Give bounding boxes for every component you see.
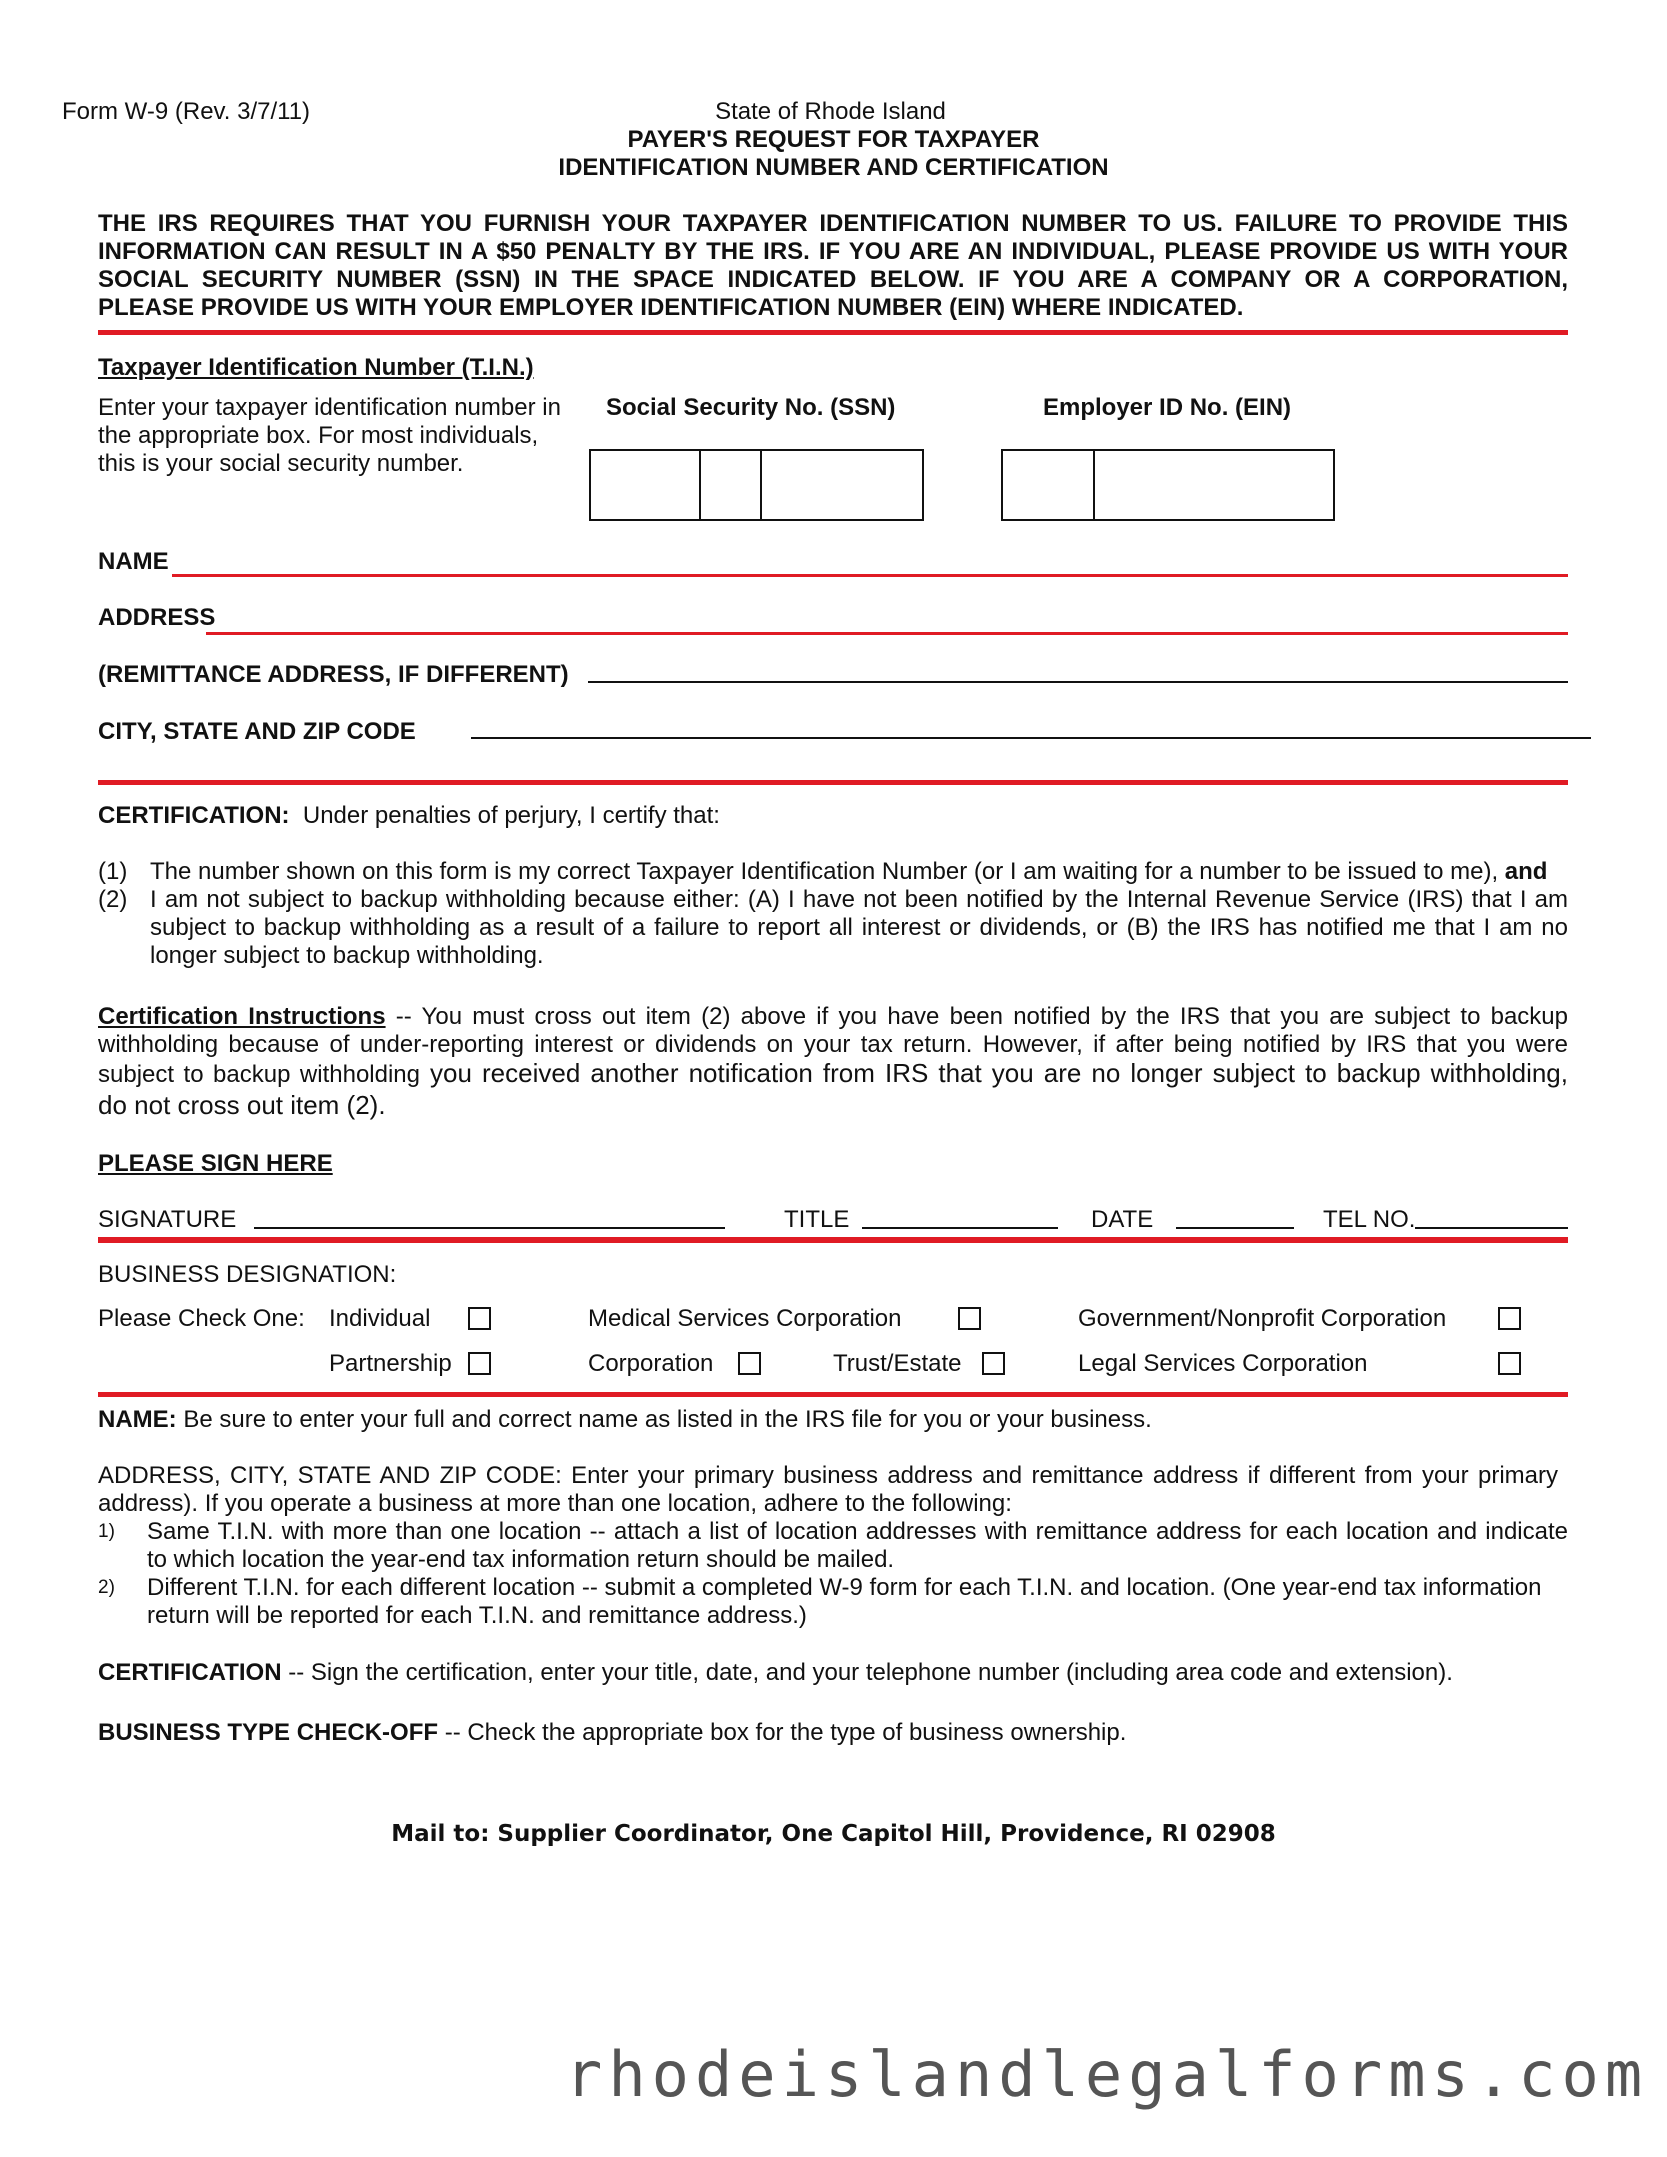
cert-instructions-text: subject to backup withholding bbox=[98, 1061, 421, 1088]
tel-line[interactable] bbox=[1415, 1227, 1568, 1229]
signature-line[interactable] bbox=[254, 1227, 725, 1229]
notice-line: SOCIAL SECURITY NUMBER (SSN) IN THE SPACE INDICATED BELOW. IF YOU ARE A COMPANY OR A CORPORATION, bbox=[98, 266, 1568, 293]
corporation-checkbox[interactable] bbox=[738, 1352, 761, 1375]
title-label: TITLE bbox=[784, 1206, 850, 1233]
cert-item-num: (1) bbox=[98, 858, 128, 885]
certification-intro bbox=[98, 802, 720, 830]
ssn-separator bbox=[760, 449, 762, 521]
state-name: State of Rhode Island bbox=[715, 98, 946, 125]
name-label: NAME bbox=[98, 548, 169, 575]
individual-label: Individual bbox=[329, 1305, 431, 1332]
remittance-line[interactable] bbox=[588, 681, 1568, 683]
cert-item1-and: and bbox=[1504, 858, 1548, 885]
divider bbox=[98, 1237, 1568, 1243]
partnership-checkbox[interactable] bbox=[468, 1352, 491, 1375]
notice-line: THE IRS REQUIRES THAT YOU FURNISH YOUR TAXPAYER IDENTIFICATION NUMBER TO US. FAILURE TO PROVIDE THIS bbox=[98, 210, 1568, 237]
ssn-label: Social Security No. (SSN) bbox=[606, 394, 896, 421]
cert-instruction bbox=[98, 1659, 1453, 1687]
btype-instruction-text: -- Check the appropriate box for the type of business ownership. bbox=[438, 1719, 1127, 1746]
mail-to: Mail to: Supplier Coordinator, One Capitol Hill, Providence, RI 02908 bbox=[391, 1821, 1276, 1847]
cert-item1 bbox=[150, 858, 1547, 886]
instruction-item2-line: return will be reported for each T.I.N. and remittance address.) bbox=[147, 1602, 807, 1629]
legal-checkbox[interactable] bbox=[1498, 1352, 1521, 1375]
divider bbox=[98, 1392, 1568, 1397]
tin-heading: Taxpayer Identification Number (T.I.N.) bbox=[98, 354, 534, 381]
sign-heading: PLEASE SIGN HERE bbox=[98, 1150, 333, 1177]
cert-instructions-line3 bbox=[98, 1059, 1568, 1089]
government-label: Government/Nonprofit Corporation bbox=[1078, 1305, 1447, 1332]
ssn-separator bbox=[699, 449, 701, 521]
business-heading: BUSINESS DESIGNATION: bbox=[98, 1261, 397, 1288]
city-label: CITY, STATE AND ZIP CODE bbox=[98, 718, 416, 745]
city-line[interactable] bbox=[471, 737, 1591, 739]
cert-item2-line: subject to backup withholding as a result of a failure to report all interest or dividends, or (B) the IRS has notified me that I am no bbox=[150, 914, 1568, 941]
certification-intro-text: Under penalties of perjury, I certify that: bbox=[302, 802, 720, 829]
date-label: DATE bbox=[1091, 1206, 1154, 1233]
date-line[interactable] bbox=[1176, 1227, 1294, 1229]
form-id: Form W-9 (Rev. 3/7/11) bbox=[62, 98, 311, 125]
cert-instructions-label: Certification Instructions bbox=[98, 1003, 386, 1030]
form-title-line1: PAYER'S REQUEST FOR TAXPAYER bbox=[627, 126, 1040, 153]
tin-instruction: this is your social security number. bbox=[98, 450, 464, 477]
tin-instruction: Enter your taxpayer identification number in bbox=[98, 394, 561, 421]
notice-line: INFORMATION CAN RESULT IN A $50 PENALTY BY THE IRS. IF YOU ARE AN INDIVIDUAL, PLEASE PROVIDE US WITH YOUR bbox=[98, 238, 1568, 265]
name-line[interactable] bbox=[172, 574, 1568, 577]
divider bbox=[98, 780, 1568, 785]
cert-instruction-label: CERTIFICATION bbox=[98, 1659, 282, 1686]
cert-instructions-text: you received another notification from IRS that you are no longer subject to backup withholding, bbox=[420, 1058, 1568, 1088]
name-instruction bbox=[98, 1406, 1152, 1434]
ein-label: Employer ID No. (EIN) bbox=[1043, 394, 1292, 421]
partnership-label: Partnership bbox=[329, 1350, 452, 1377]
cert-instructions-line1 bbox=[98, 1003, 1568, 1031]
divider bbox=[98, 330, 1568, 335]
legal-label: Legal Services Corporation bbox=[1078, 1350, 1368, 1377]
ein-box[interactable] bbox=[1001, 449, 1335, 521]
signature-label: SIGNATURE bbox=[98, 1206, 237, 1233]
medical-label: Medical Services Corporation bbox=[588, 1305, 902, 1332]
cert-item2-line: longer subject to backup withholding. bbox=[150, 942, 544, 969]
tin-instruction: the appropriate box. For most individuals, bbox=[98, 422, 539, 449]
check-one-label: Please Check One: bbox=[98, 1305, 305, 1332]
form-title-line2: IDENTIFICATION NUMBER AND CERTIFICATION bbox=[558, 154, 1109, 181]
address-line[interactable] bbox=[206, 632, 1568, 635]
cert-item1-text: The number shown on this form is my correct Taxpayer Identification Number (or I am waiting for a number to be issued to me), bbox=[150, 858, 1499, 885]
cert-instructions-line2: withholding because of under-reporting interest or dividends on your tax return. However, if after being notified by IRS that you were bbox=[98, 1031, 1568, 1058]
ssn-box[interactable] bbox=[589, 449, 924, 521]
watermark-logo: rhodeislandlegalforms.com bbox=[565, 2038, 1649, 2111]
ein-separator bbox=[1093, 449, 1095, 521]
government-checkbox[interactable] bbox=[1498, 1307, 1521, 1330]
instruction-item1-line: Same T.I.N. with more than one location -- attach a list of location addresses with remittance address for each location and indicate bbox=[147, 1518, 1568, 1545]
tel-label: TEL NO. bbox=[1323, 1206, 1416, 1233]
medical-checkbox[interactable] bbox=[958, 1307, 981, 1330]
address-instruction-line: address). If you operate a business at more than one location, adhere to the following: bbox=[98, 1490, 1012, 1517]
cert-item2-line: I am not subject to backup withholding because either: (A) I have not been notified by the Internal Revenue Service (IRS) that I am bbox=[150, 886, 1568, 913]
btype-instruction bbox=[98, 1719, 1126, 1747]
instruction-item-num: 2) bbox=[98, 1577, 115, 1598]
trust-label: Trust/Estate bbox=[833, 1350, 962, 1377]
instruction-item-num: 1) bbox=[98, 1521, 115, 1542]
individual-checkbox[interactable] bbox=[468, 1307, 491, 1330]
btype-instruction-label: BUSINESS TYPE CHECK-OFF bbox=[98, 1719, 439, 1746]
notice-line: PLEASE PROVIDE US WITH YOUR EMPLOYER IDENTIFICATION NUMBER (EIN) WHERE INDICATED. bbox=[98, 294, 1244, 321]
cert-item-num: (2) bbox=[98, 886, 128, 913]
title-line[interactable] bbox=[862, 1227, 1058, 1229]
name-instruction-text: Be sure to enter your full and correct name as listed in the IRS file for you or your business. bbox=[176, 1406, 1152, 1433]
corporation-label: Corporation bbox=[588, 1350, 714, 1377]
address-label: ADDRESS bbox=[98, 604, 216, 631]
certification-label: CERTIFICATION: bbox=[98, 802, 290, 829]
name-instruction-label: NAME: bbox=[98, 1406, 177, 1433]
cert-instructions-text: -- You must cross out item (2) above if you have been notified by the IRS that you are subject to backup bbox=[385, 1003, 1569, 1030]
trust-checkbox[interactable] bbox=[982, 1352, 1005, 1375]
instruction-item2-line: Different T.I.N. for each different location -- submit a completed W-9 form for each T.I.N. and location. (One year-end tax information bbox=[147, 1574, 1542, 1601]
cert-instruction-text: -- Sign the certification, enter your title, date, and your telephone number (including area code and extension). bbox=[281, 1659, 1453, 1686]
instruction-item1-line: to which location the year-end tax information return should be mailed. bbox=[147, 1546, 895, 1573]
cert-instructions-line4: do not cross out item (2). bbox=[98, 1090, 386, 1120]
address-instruction-line: ADDRESS, CITY, STATE AND ZIP CODE: Enter your primary business address and remittance address if different from your primary bbox=[98, 1462, 1558, 1489]
remittance-label: (REMITTANCE ADDRESS, IF DIFFERENT) bbox=[98, 661, 569, 688]
